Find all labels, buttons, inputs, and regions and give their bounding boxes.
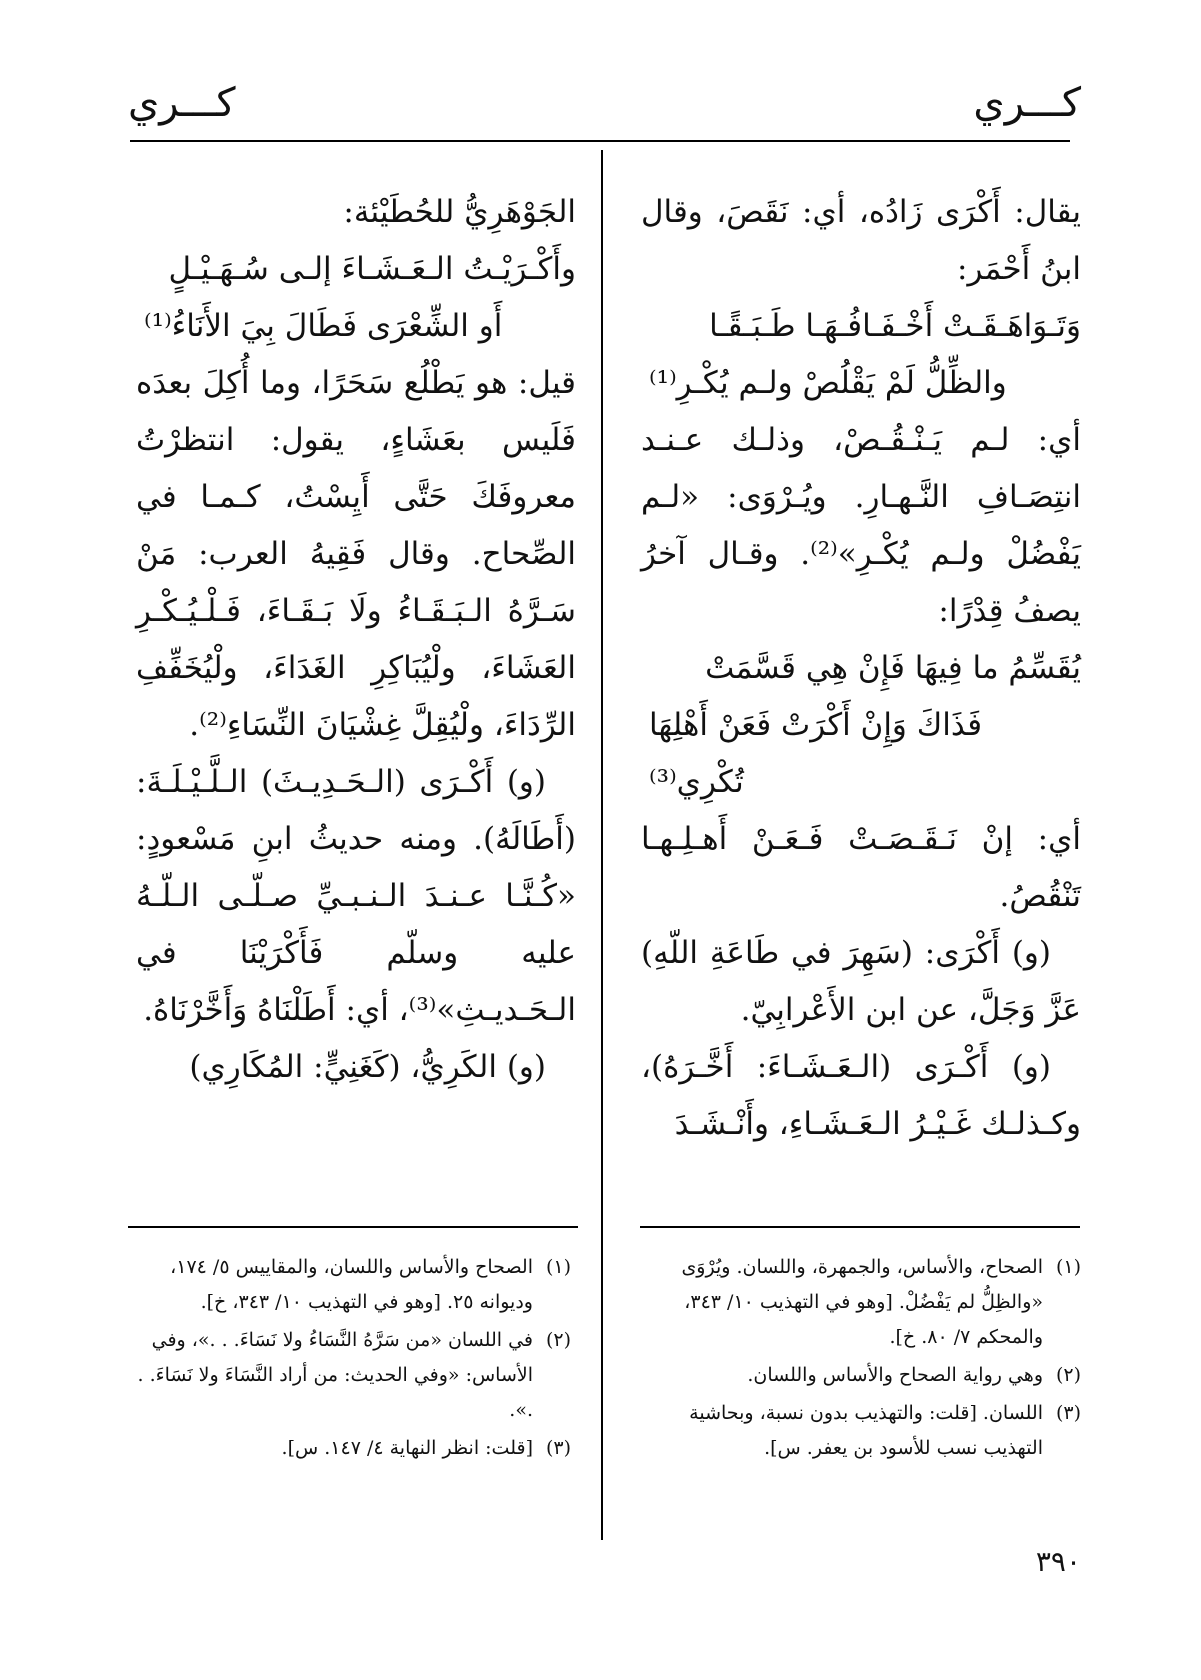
verse-first-hemistich: وَتَـوَاهَـقَـتْ أَخْـفَـافُـهَـا طَـبَـقًـا bbox=[709, 308, 1081, 344]
footnotes-left bbox=[126, 1250, 571, 1469]
footnote-text: [قلت: انظر النهاية ٤/ ١٤٧. س]. bbox=[281, 1437, 533, 1459]
running-header-right: كـــري bbox=[973, 80, 1081, 126]
column-divider bbox=[601, 150, 603, 1540]
footnote-text: الصحاح، والأساس، والجمهرة، واللسان. ويُرْوَى «والظِلُّ لم يَفْضُلْ. [وهو في التهذيب ١٠/ ٣٤٣، والمحكم ٧/ ٨٠. خ]. bbox=[681, 1256, 1043, 1348]
footnote bbox=[126, 1431, 571, 1466]
footnote bbox=[126, 1250, 571, 1320]
page-number: ٣٩٠ bbox=[1035, 1545, 1081, 1578]
footnote-number: (٣) bbox=[1055, 1402, 1081, 1424]
verse-second-hemistich: فَذَاكَ وَإِنْ أَكْرَتْ فَعَنْ أَهْلِهَا تُكْرِي⁽³⁾ bbox=[649, 707, 983, 800]
footnote-number: (٢) bbox=[1055, 1364, 1081, 1386]
paragraph: (و) أَكْرَى: (سَهِرَ في طَاعَةِ اللّهِ) عَزَّ وَجَلَّ، عن ابن الأَعْرابِيّ. bbox=[641, 935, 1081, 1028]
footnote-text: الصحاح والأساس واللسان، والمقاييس ٥/ ١٧٤، وديوانه ٢٥. [وهو في التهذيب ١٠/ ٣٤٣، خ]. bbox=[170, 1256, 533, 1313]
paragraph: أي: لـم يَـنْـقُـصْ، وذلـك عـنـد انتِصَـافِ النَّـهـارِ. ويُـرْوَى: «لـم يَفْضُلْ ولـم يُكْـرِ»⁽²⁾. وقـال آخرُ يصفُ قِدْرًا: bbox=[641, 422, 1081, 629]
footnote bbox=[126, 1323, 571, 1428]
footnote-number: (١) bbox=[545, 1256, 571, 1278]
text-column-left bbox=[136, 184, 576, 1096]
footnotes-right bbox=[636, 1250, 1081, 1469]
verse-first-hemistich: يُقَسِّمُ ما فِيهَا فَإِنْ هِي قَسَّمَتْ bbox=[705, 650, 1081, 686]
footnote bbox=[636, 1250, 1081, 1355]
paragraph: أي: إنْ نَـقَـصَـتْ فَـعَـنْ أَهـلِـهـا تَنْقُصُ. bbox=[641, 821, 1081, 914]
paragraph: الجَوْهَرِيُّ للحُطَيْئة: bbox=[343, 194, 576, 230]
footnote-rule-right bbox=[640, 1226, 1080, 1228]
paragraph: يقال: أَكْرَى زَادُه، أي: نَقَصَ، وقال ابنُ أَحْمَر: bbox=[641, 194, 1081, 287]
verse-second-hemistich: أَو الشِّعْرَى فَطَالَ بِيَ الأَنَاءُ⁽¹⁾ bbox=[144, 308, 503, 344]
footnote bbox=[636, 1396, 1081, 1466]
footnote-text: في اللسان «من سَرَّهُ النَّسَاءُ ولا نَسَاءَ. . .»، وفي الأساس: «وفي الحديث: من أراد النَّسَاءَ ولا نَسَاءَ. . .». bbox=[137, 1329, 533, 1421]
running-header-left: كـــري bbox=[128, 80, 236, 126]
footnote bbox=[636, 1358, 1081, 1393]
footnote-rule-left bbox=[128, 1226, 578, 1228]
paragraph: (و) أَكْـرَى (الـحَـدِيـثَ) الـلَّـيْـلَـةَ: (أَطَالَهُ). ومنه حديثُ ابنِ مَسْعودٍ: «كُـنَّـا عـنـدَ الـنـبـيِّ صـلّـى الـلّـهُ عليه وسلّم فَأَكْرَيْنَا في الـحَـديـثِ»⁽³⁾، أي: أَطَلْنَاهُ وَأَخَّرْنَاهُ. bbox=[136, 764, 576, 1028]
paragraph: (و) أَكْـرَى (الـعَـشَـاءَ: أَخَّـرَهُ)، وكـذلـك غَـيْـرُ الـعَـشَـاءِ، وأَنْـشَـدَ bbox=[641, 1049, 1081, 1142]
verse-first-hemistich: وأَكْـرَيْـتُ الـعَـشَـاءَ إلـى سُـهَـيْـلٍ bbox=[168, 251, 576, 287]
footnote-text: اللسان. [قلت: والتهذيب بدون نسبة، وبحاشية التهذيب نسب للأسود بن يعفر. س]. bbox=[689, 1402, 1043, 1459]
verse-second-hemistich: والظِّلُّ لَمْ يَقْلُصْ ولـم يُكْـرِ⁽¹⁾ bbox=[649, 365, 1007, 401]
text-column-right bbox=[641, 184, 1081, 1153]
footnote-number: (٣) bbox=[545, 1437, 571, 1459]
footnote-text: وهي رواية الصحاح والأساس واللسان. bbox=[747, 1364, 1043, 1386]
paragraph: قيل: هو يَطْلُع سَحَرًا، وما أُكِلَ بعدَه فَلَيس بعَشَاءٍ، يقول: انتظرْتُ معروفَكَ حَتَّى أَيِسْتُ، كـمـا في الصِّحاح. وقال فَقِيهُ العرب: مَنْ سَـرَّهُ الـبَـقَـاءُ ولَا بَـقَـاءَ، فَـلْـيُـكْـرِ العَشَاءَ، ولْيُبَاكِرِ الغَدَاءَ، ولْيُخَفِّفِ الرِّدَاءَ، ولْيُقِلَّ غِشْيَانَ النِّسَاءِ⁽²⁾. bbox=[136, 365, 576, 743]
paragraph: (و) الكَرِيُّ، (كَغَنِيٍّ: المُكَارِي) bbox=[189, 1049, 546, 1085]
footnote-number: (٢) bbox=[545, 1329, 571, 1351]
header-rule bbox=[130, 140, 1070, 142]
footnote-number: (١) bbox=[1055, 1256, 1081, 1278]
